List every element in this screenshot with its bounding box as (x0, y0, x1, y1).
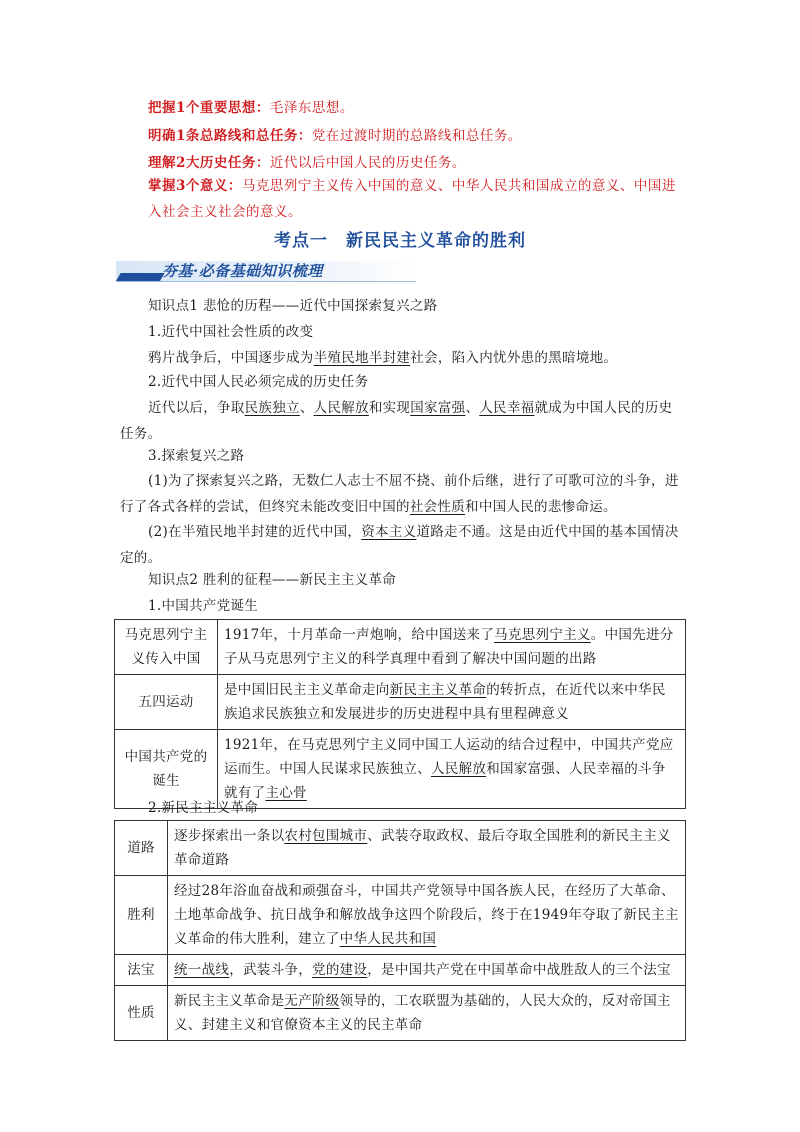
table-key-cell: 法宝 (115, 955, 168, 986)
table-row (115, 675, 686, 730)
kp1-s3-p1-b: 和中国人民的悲惨命运。 (465, 499, 617, 515)
kp1-s1-text (148, 345, 617, 371)
kp1-s2-u2: 人民解放 (313, 400, 369, 416)
goal-3-text: 近代以后中国人民的历史任务。 (269, 155, 466, 171)
goal-3 (148, 151, 466, 171)
kp1-s3-p2-a: (2)在半殖民地半封建的近代中国， (148, 524, 362, 540)
kp1-s2-u3: 国家富强 (410, 400, 466, 416)
t2-r1-b: 、武装夺取政权、最后夺取全国胜利的新民主主义革命道路 (174, 828, 671, 868)
table-value-cell (168, 986, 686, 1041)
goal-1-label: 把握1个重要思想： (148, 100, 270, 116)
banner-text: 夯基·必备基础知识梳理 (162, 262, 323, 280)
goal-2-label: 明确1条总路线和总任务： (148, 128, 312, 144)
section-banner (116, 259, 416, 283)
kp1-s3-p1 (120, 468, 680, 520)
table-key-cell: 五四运动 (115, 675, 218, 730)
table-row (115, 876, 686, 955)
t1-r1-a: 1917年，十月革命一声炮响，给中国送来了 (224, 627, 495, 643)
goal-2 (148, 124, 522, 144)
t2-r4-a: 新民主主义革命是 (174, 993, 285, 1009)
banner-accent-bar (116, 273, 165, 281)
kp2-s1-title: 1.中国共产党诞生 (148, 598, 259, 614)
kp1-s2-b: 和实现 (368, 400, 411, 416)
kp1-title: 知识点1 悲怆的历程——近代中国探索复兴之路 (148, 298, 438, 314)
t2-r3-underline-1: 统一战线 (174, 962, 230, 978)
table-key-cell: 中国共产党的诞生 (115, 730, 218, 809)
kp1-s1-underline: 半殖民地半封建 (313, 350, 411, 366)
kp1-s3-p2-b: 道路走不通。这是由近代中国的基本国情决定的。 (120, 524, 679, 566)
table-row (115, 620, 686, 675)
t1-r3-underline-2: 主心骨 (265, 785, 307, 801)
table-key-cell: 道路 (115, 821, 168, 876)
table-key-cell: 马克思列宁主义传入中国 (115, 620, 218, 675)
kp1-s2-u4: 人民幸福 (479, 400, 535, 416)
kp2-title: 知识点2 胜利的征程——新民主主义革命 (148, 572, 397, 588)
kp1-s2-c: 就成为中国人民的历史任务。 (120, 400, 673, 442)
kp1-s2-u1: 民族独立 (244, 400, 300, 416)
kp1-s1-b: 社会，陷入内忧外患的黑暗境地。 (410, 350, 618, 366)
goal-4 (148, 173, 688, 225)
kaodian-title: 考点一 新民民主义革命的胜利 (274, 231, 526, 251)
table-key-cell: 胜利 (115, 876, 168, 955)
kp1-s3-title: 3.探索复兴之路 (148, 448, 245, 464)
kp1-s3-p2 (120, 519, 680, 571)
kp1-s3-p2-underline: 资本主义 (361, 524, 417, 540)
goal-1 (148, 96, 354, 116)
banner-underline (116, 281, 416, 282)
goal-1-text: 毛泽东思想。 (269, 100, 354, 116)
table-row (115, 821, 686, 876)
goal-4-text: 马克思列宁主义传入中国的意义、中华人民共和国成立的意义、中国进入社会主义社会的意义。 (148, 178, 676, 220)
kp1-s2-sep1: 、 (299, 400, 314, 416)
goal-3-label: 理解2大历史任务： (148, 155, 270, 171)
t1-r3-underline-1: 人民解放 (431, 761, 487, 777)
kp1-s2-title: 2.近代中国人民必须完成的历史任务 (148, 374, 369, 390)
t1-r2-underline: 新民主主义革命 (389, 682, 487, 698)
kp1-s3-p1-underline: 社会性质 (409, 499, 466, 515)
kp1-s2-text (120, 395, 680, 447)
goal-2-text: 党在过渡时期的总路线和总任务。 (311, 128, 522, 144)
t2-r3-underline-2: 党的建设 (312, 962, 368, 978)
table-row (115, 986, 686, 1041)
t2-r4-b: 领导的，工农联盟为基础的，人民大众的，反对帝国主义、封建主义和官僚资本主义的民主革命 (174, 993, 671, 1033)
t1-r3-b: 和国家富强、人民幸福的斗争就有了 (224, 761, 666, 801)
t2-r3-a: ，武装斗争， (229, 962, 313, 978)
t2-r1-a: 逐步探索出一条以 (174, 828, 285, 844)
t2-r2-a: 经过28年浴血奋战和顽强奋斗，中国共产党领导中国各族人民，在经历了大革命、土地革命战争、抗日战争和解放战争这四个阶段后，终于在1949年夺取了新民主主义革命的伟大胜利，建立了 (174, 883, 679, 947)
table-row (115, 955, 686, 986)
goal-4-label: 掌握3个意义： (148, 178, 242, 194)
new-democratic-revolution-table (114, 820, 686, 1041)
table-value-cell (218, 730, 686, 809)
kp1-s2-a: 近代以后，争取 (148, 400, 245, 416)
table-key-cell: 性质 (115, 986, 168, 1041)
kp2-s2-title: 2.新民主主义革命 (148, 800, 259, 816)
t2-r1-underline: 农村包围城市 (284, 828, 368, 844)
t2-r4-underline: 无产阶级 (284, 993, 340, 1009)
t1-r1-b: 。中国先进分子从马克思列宁主义的科学真理中看到了解决中国问题的出路 (224, 627, 674, 667)
kp1-s2-sep2: 、 (465, 400, 480, 416)
t1-r2-a: 是中国旧民主主义革命走向 (224, 682, 390, 698)
table-value-cell (218, 675, 686, 730)
party-birth-table (114, 619, 686, 809)
kp1-s1-a: 鸦片战争后，中国逐步成为 (148, 350, 314, 366)
t1-r1-underline: 马克思列宁主义 (494, 627, 591, 643)
kp1-s1-title: 1.近代中国社会性质的改变 (148, 324, 314, 340)
table-value-cell (168, 876, 686, 955)
table-value-cell (168, 821, 686, 876)
t2-r3-b: ，是中国共产党在中国革命中战胜敌人的三个法宝 (367, 962, 671, 978)
t2-r2-underline: 中华人民共和国 (339, 931, 437, 947)
table-value-cell (218, 620, 686, 675)
table-value-cell (168, 955, 686, 986)
kp1-s3-p1-a: (1)为了探索复兴之路，无数仁人志士不屈不挠、前仆后继，进行了可歌可泣的斗争，进行了各式各样的尝试，但终究未能改变旧中国的 (120, 473, 679, 515)
t1-r2-b: 的转折点，在近代以来中华民族追求民族独立和发展进步的历史进程中具有里程碑意义 (224, 682, 666, 722)
t1-r3-a: 1921年，在马克思列宁主义同中国工人运动的结合过程中，中国共产党应运而生。中国人民谋求民族独立、 (224, 737, 674, 777)
